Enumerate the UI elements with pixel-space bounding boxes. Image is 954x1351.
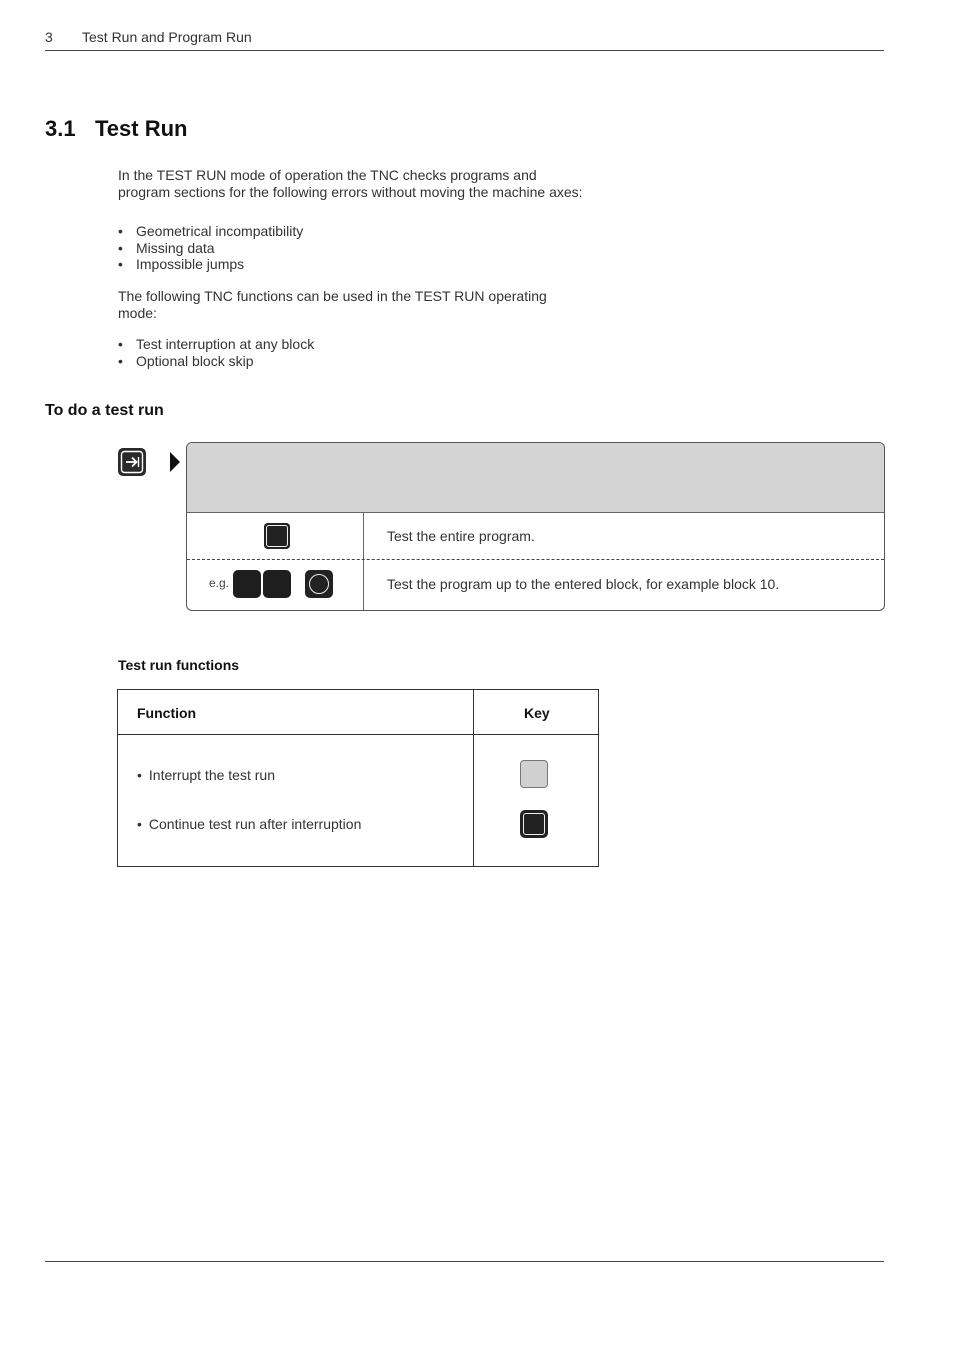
test-run-mode-icon <box>118 448 146 476</box>
header-rule <box>45 50 884 51</box>
table-heading: Test run functions <box>118 657 240 673</box>
step-2-text: Test the program up to the entered block, for example block 10. <box>387 576 780 592</box>
list-item: • Test interruption at any block <box>118 336 314 353</box>
list-item: • Geometrical incompatibility <box>118 223 303 240</box>
list-item: • Missing data <box>118 240 303 257</box>
start-key-icon <box>305 570 333 598</box>
section-title <box>45 116 187 142</box>
step-separator <box>187 559 884 560</box>
stop-key-icon <box>520 760 548 788</box>
step-1-text: Test the entire program. <box>387 528 535 544</box>
function-list <box>118 336 314 369</box>
procedure-heading: To do a test run <box>45 402 164 419</box>
screen-display <box>187 443 884 513</box>
list-item: • Impossible jumps <box>118 256 303 273</box>
section-number: 3.1 <box>45 116 76 141</box>
column-header-function: Function <box>137 705 197 721</box>
start-key-icon <box>264 523 290 549</box>
column-divider <box>363 512 364 610</box>
section-title-text: Test Run <box>95 116 188 141</box>
page-number: 3 <box>45 29 53 45</box>
footer-rule <box>45 1261 884 1262</box>
digit-key-icon <box>263 570 291 598</box>
digit-key-icon <box>233 570 261 598</box>
arrow-right-icon <box>170 452 180 472</box>
table-row: • Interrupt the test run <box>137 767 275 783</box>
intro-paragraph-2: The following TNC functions can be used in the TEST RUN operating mode: <box>118 288 547 321</box>
list-item: • Optional block skip <box>118 353 314 370</box>
functions-table <box>117 689 599 867</box>
intro-paragraph-1: In the TEST RUN mode of operation the TNC checks programs and program sections for the following errors without moving the machine axes: <box>118 167 583 200</box>
eg-label: e.g. <box>209 576 230 590</box>
procedure-steps <box>186 442 885 611</box>
column-header-key: Key <box>524 705 550 721</box>
error-list <box>118 223 303 273</box>
start-key-icon <box>520 810 548 838</box>
chapter-title: Test Run and Program Run <box>82 29 252 45</box>
table-row: • Continue test run after interruption <box>137 816 361 832</box>
